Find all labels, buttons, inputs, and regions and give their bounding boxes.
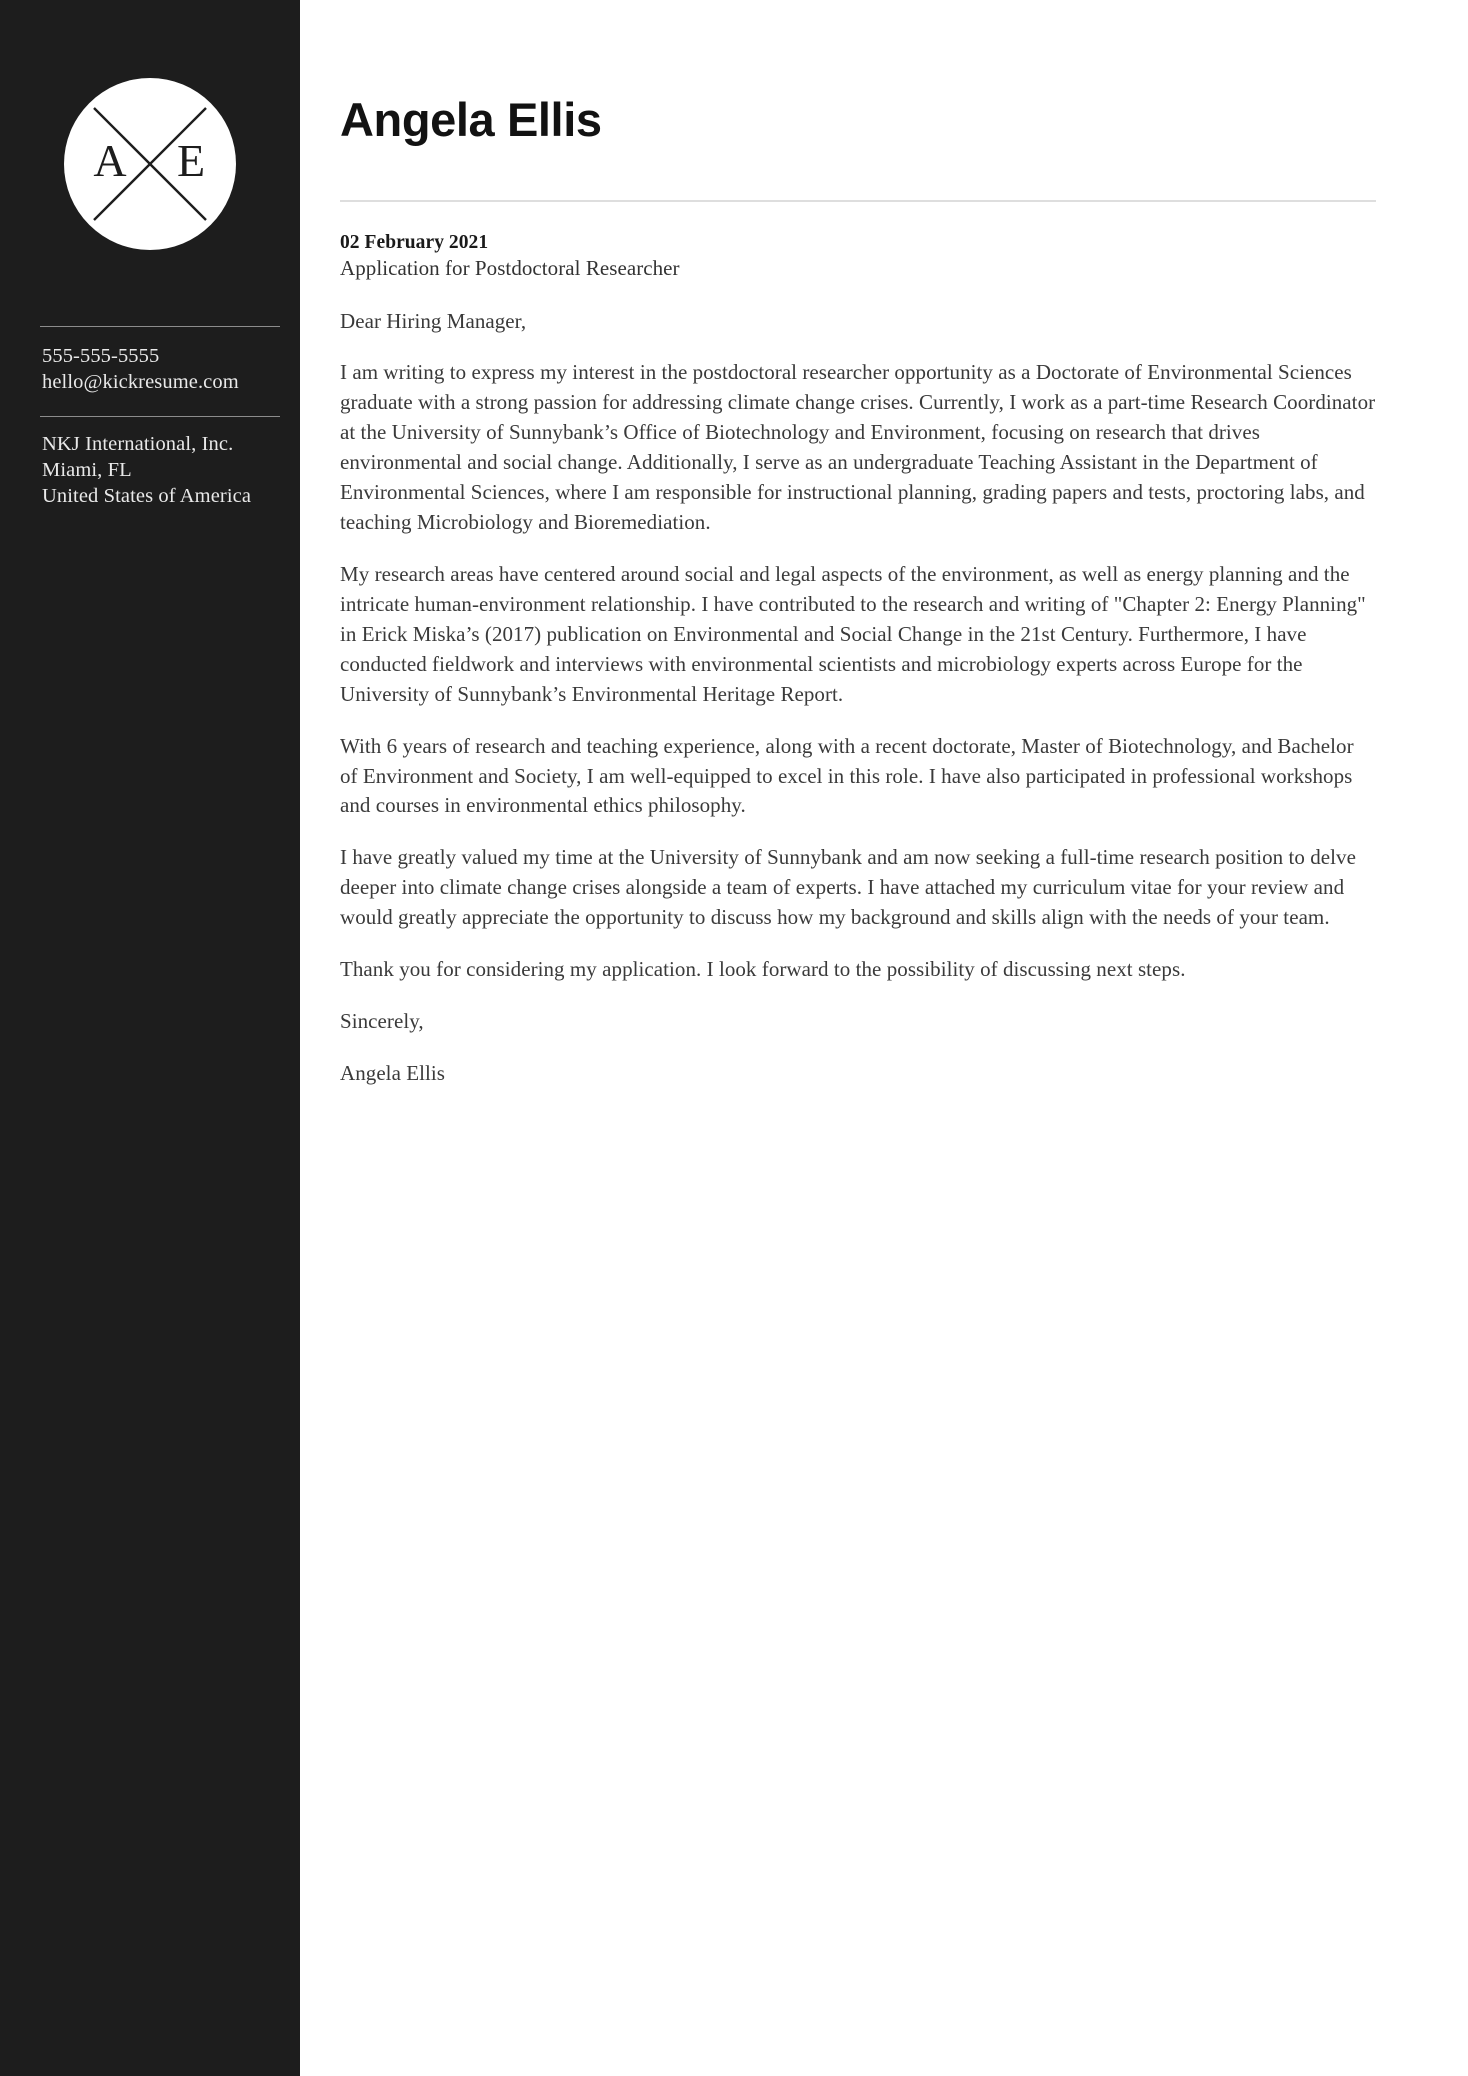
recipient-company: NKJ International, Inc. <box>42 432 234 455</box>
letter-date: 02 February 2021 <box>340 231 489 253</box>
header-divider <box>340 200 1376 202</box>
sidebar <box>0 0 300 2076</box>
letter-paragraph: I have greatly valued my time at the University of Sunnybank and am now seeking a full-time research position to delve deeper into climate change crises alongside a team of experts. I have attached my curriculum vitae for your review and would greatly appreciate the opportunity to discuss how my background and skills align with the needs of your team. <box>340 845 1356 930</box>
letter-closing: Sincerely, <box>340 1009 424 1034</box>
letter-meta-block <box>340 230 1376 283</box>
logo-right-initial: E <box>176 135 206 186</box>
recipient-country: United States of America <box>42 485 252 508</box>
recipient-city-state: Miami, FL <box>42 459 132 482</box>
logo-left-initial: A <box>93 135 127 186</box>
name-header <box>340 0 1376 168</box>
email-address[interactable]: hello@kickresume.com <box>42 370 239 393</box>
letter-paragraph: My research areas have centered around social and legal aspects of the environment, as well as energy planning and the intricate human-environment relationship. I have contributed to the research and writing of "Chapter 2: Energy Planning" in Erick Miska’s (2017) publication on Environmental and Social Change in the 21st Century. Furthermore, I have conducted fieldwork and interviews with environmental scientists and microbiology experts across Europe for the University of Sunnybank’s Environmental Heritage Report. <box>340 561 1366 706</box>
recipient-address-block <box>0 417 300 508</box>
contact-info-block <box>0 327 300 394</box>
letter-signature: Angela Ellis <box>340 1060 445 1085</box>
letter-subject: Application for Postdoctoral Researcher <box>340 256 680 281</box>
letter-salutation: Dear Hiring Manager, <box>340 308 527 333</box>
logo-container <box>0 0 300 250</box>
page-title: Angela Ellis <box>340 93 602 146</box>
letter-main-column <box>300 0 1468 2076</box>
phone-number[interactable]: 555-555-5555 <box>42 345 160 367</box>
letter-paragraph: Thank you for considering my application. I look forward to the possibility of discussing next steps. <box>340 957 1186 982</box>
letter-paragraph: With 6 years of research and teaching experience, along with a recent doctorate, Master of Biotechnology, and Bachelor of Environment and Society, I am well-equipped to excel in this role. I have also participated in professional workshops and courses in environmental ethics philosophy. <box>340 733 1354 818</box>
letter-paragraph: I am writing to express my interest in the postdoctoral researcher opportunity as a Doctorate of Environmental Sciences graduate with a strong passion for addressing climate change crises. Currently, I work as a part-time Research Coordinator at the University of Sunnybank’s Office of Biotechnology and Environment, focusing on research that drives environmental and social change. Additionally, I serve as an undergraduate Teaching Assistant in the Department of Environmental Sciences, where I am responsible for instructional planning, grading papers and tests, proctoring labs, and teaching Microbiology and Bioremediation. <box>340 360 1376 535</box>
monogram-logo-icon <box>64 78 236 250</box>
